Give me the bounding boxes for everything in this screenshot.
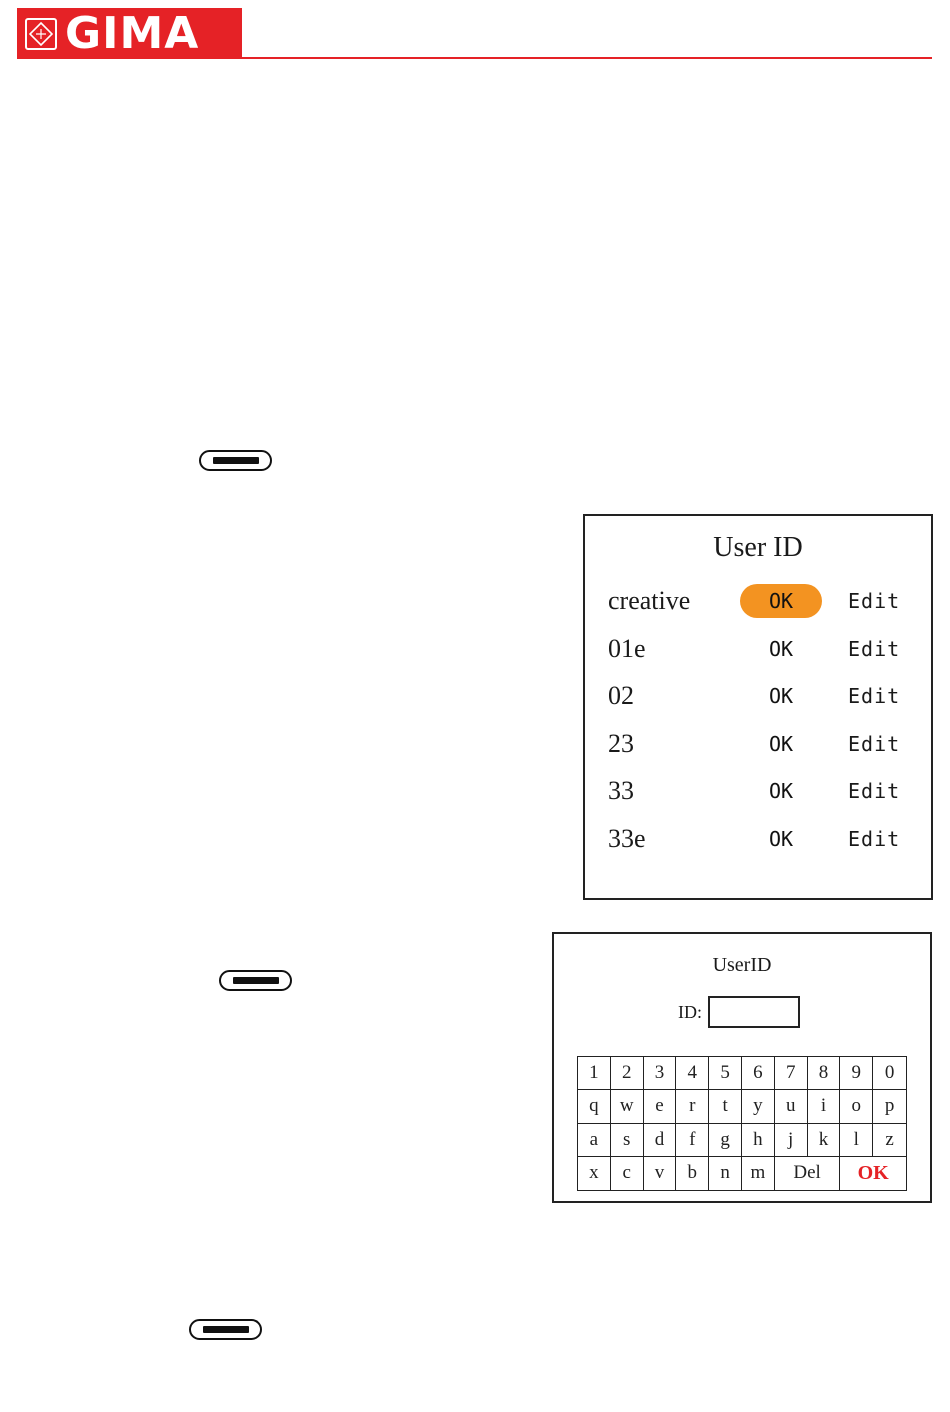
key[interactable]: g	[709, 1124, 742, 1157]
key[interactable]: d	[644, 1124, 677, 1157]
edit-button[interactable]: Edit	[848, 637, 901, 661]
user-name: 23	[608, 729, 634, 758]
ok-button[interactable]: OK	[768, 684, 794, 708]
key[interactable]: 2	[611, 1057, 644, 1090]
key[interactable]: n	[709, 1157, 742, 1190]
gima-emblem-icon	[25, 18, 57, 50]
key[interactable]: z	[873, 1124, 906, 1157]
edit-button[interactable]: Edit	[848, 827, 901, 851]
ok-key[interactable]: OK	[857, 1161, 889, 1184]
hardware-key-icon	[199, 450, 272, 471]
user-row	[585, 632, 931, 672]
key[interactable]: b	[676, 1157, 709, 1190]
key[interactable]: w	[611, 1090, 644, 1123]
key[interactable]: p	[873, 1090, 906, 1123]
key[interactable]: l	[840, 1124, 873, 1157]
key[interactable]: q	[578, 1090, 611, 1123]
key[interactable]: v	[644, 1157, 677, 1190]
key[interactable]: 8	[808, 1057, 841, 1090]
key[interactable]: 1	[578, 1057, 611, 1090]
ok-button[interactable]: OK	[740, 584, 822, 618]
user-name: 33	[608, 776, 634, 805]
hardware-key-icon	[219, 970, 292, 991]
key[interactable]: 5	[709, 1057, 742, 1090]
key[interactable]: r	[676, 1090, 709, 1123]
key[interactable]: y	[742, 1090, 775, 1123]
key[interactable]: m	[742, 1157, 775, 1190]
user-row	[585, 822, 931, 862]
user-id-entry-screen	[552, 932, 932, 1203]
delete-key[interactable]: Del	[775, 1157, 841, 1190]
key[interactable]: j	[775, 1124, 808, 1157]
key[interactable]: o	[840, 1090, 873, 1123]
user-name: 33e	[608, 824, 646, 853]
screen-title: UserID	[712, 954, 772, 976]
user-name: 01e	[608, 634, 646, 663]
logo-text: GIMA	[65, 7, 200, 59]
user-row	[585, 774, 931, 814]
ok-button[interactable]: OK	[768, 637, 794, 661]
key[interactable]: x	[578, 1157, 611, 1190]
on-screen-keyboard	[577, 1056, 907, 1191]
user-row	[585, 727, 931, 767]
key[interactable]: e	[644, 1090, 677, 1123]
user-name: 02	[608, 681, 634, 710]
edit-button[interactable]: Edit	[848, 589, 901, 613]
edit-button[interactable]: Edit	[848, 684, 901, 708]
key[interactable]: t	[709, 1090, 742, 1123]
user-id-list-screen	[583, 514, 933, 900]
screen-title: User ID	[713, 532, 803, 563]
edit-button[interactable]: Edit	[848, 732, 901, 756]
id-label: ID:	[678, 1002, 702, 1022]
ok-button[interactable]: OK	[768, 827, 794, 851]
key[interactable]: 3	[644, 1057, 677, 1090]
id-input[interactable]	[708, 996, 800, 1028]
edit-button[interactable]: Edit	[848, 779, 901, 803]
key[interactable]: a	[578, 1124, 611, 1157]
user-row	[585, 679, 931, 719]
key[interactable]: 7	[775, 1057, 808, 1090]
key[interactable]: h	[742, 1124, 775, 1157]
key[interactable]: i	[808, 1090, 841, 1123]
header-rule	[242, 57, 932, 59]
key[interactable]: f	[676, 1124, 709, 1157]
key[interactable]: 9	[840, 1057, 873, 1090]
key[interactable]: 0	[873, 1057, 906, 1090]
key[interactable]: u	[775, 1090, 808, 1123]
gima-logo	[17, 8, 242, 59]
key[interactable]: s	[611, 1124, 644, 1157]
user-name: creative	[608, 586, 691, 615]
ok-button[interactable]: OK	[768, 779, 794, 803]
key[interactable]: c	[611, 1157, 644, 1190]
hardware-key-icon	[189, 1319, 262, 1340]
key[interactable]: 4	[676, 1057, 709, 1090]
key[interactable]: 6	[742, 1057, 775, 1090]
key[interactable]: k	[808, 1124, 841, 1157]
user-row	[585, 584, 931, 624]
ok-button[interactable]: OK	[768, 732, 794, 756]
